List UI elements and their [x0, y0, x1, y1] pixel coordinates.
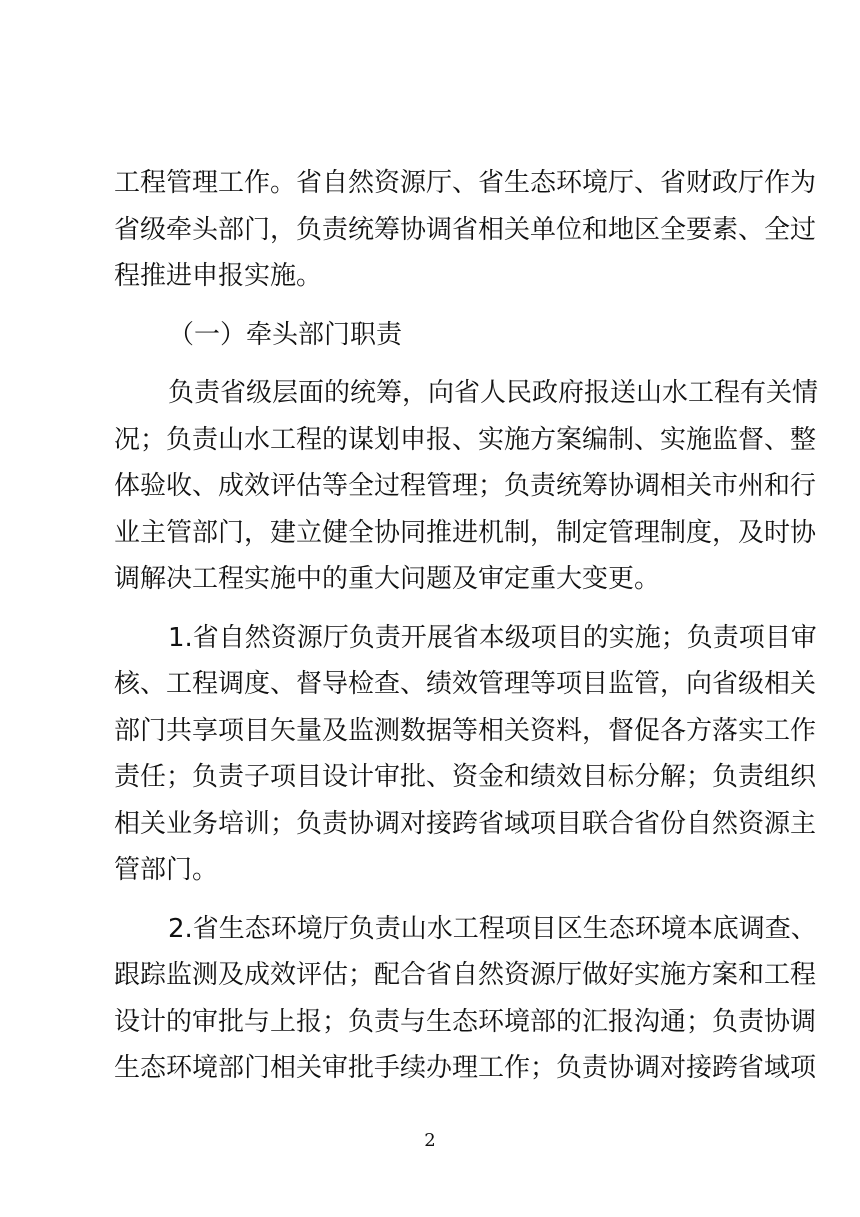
paragraph-continuation — [114, 160, 817, 300]
paragraph-item-2 — [114, 906, 817, 1092]
text-line: 设计的审批与上报；负责与生态环境部的汇报沟通；负责协调 — [114, 1006, 817, 1037]
text-line: 管部门。 — [114, 855, 219, 885]
text-line: 负责省级层面的统筹，向省人民政府报送山水工程有关情 — [168, 378, 819, 408]
heading-text: （一）牵头部门职责 — [168, 319, 403, 350]
text-line: 调解决工程实施中的重大问题及审定重大变更。 — [114, 564, 661, 594]
section-heading — [114, 312, 754, 359]
text-line: 省级牵头部门，负责统筹协调省相关单位和地区全要素、全过 — [114, 214, 817, 245]
text-line: 工程管理工作。省自然资源厅、省生态环境厅、省财政厅作为 — [114, 168, 817, 198]
text-line: 程推进申报实施。 — [114, 261, 323, 291]
text-line: 相关业务培训；负责协调对接跨省域项目联合省份自然资源主 — [114, 808, 817, 839]
text-line: 部门共享项目矢量及监测数据等相关资料，督促各方落实工作 — [114, 715, 817, 746]
text-line: 况；负责山水工程的谋划申报、实施方案编制、实施监督、整 — [114, 424, 817, 455]
text-line: 2.省生态环境厅负责山水工程项目区生态环境本底调查、 — [168, 913, 817, 944]
paragraph-lead-responsibilities — [114, 370, 819, 603]
text-line: 责任；负责子项目设计审批、资金和绩效目标分解；负责组织 — [114, 762, 817, 792]
page-number: 2 — [424, 1130, 436, 1151]
paragraph-item-1 — [114, 615, 817, 894]
document-body — [114, 160, 819, 1092]
text-line: 业主管部门，建立健全协同推进机制，制定管理制度，及时协 — [114, 517, 817, 548]
text-line: 跟踪监测及成效评估；配合省自然资源厅做好实施方案和工程 — [114, 960, 817, 990]
text-line: 1.省自然资源厅负责开展省本级项目的实施；负责项目审 — [168, 622, 817, 653]
text-line: 核、工程调度、督导检查、绩效管理等项目监管，向省级相关 — [114, 669, 817, 699]
text-line: 体验收、成效评估等全过程管理；负责统筹协调相关市州和行 — [114, 471, 817, 501]
text-line: 生态环境部门相关审批手续办理工作；负责协调对接跨省域项 — [114, 1053, 817, 1083]
